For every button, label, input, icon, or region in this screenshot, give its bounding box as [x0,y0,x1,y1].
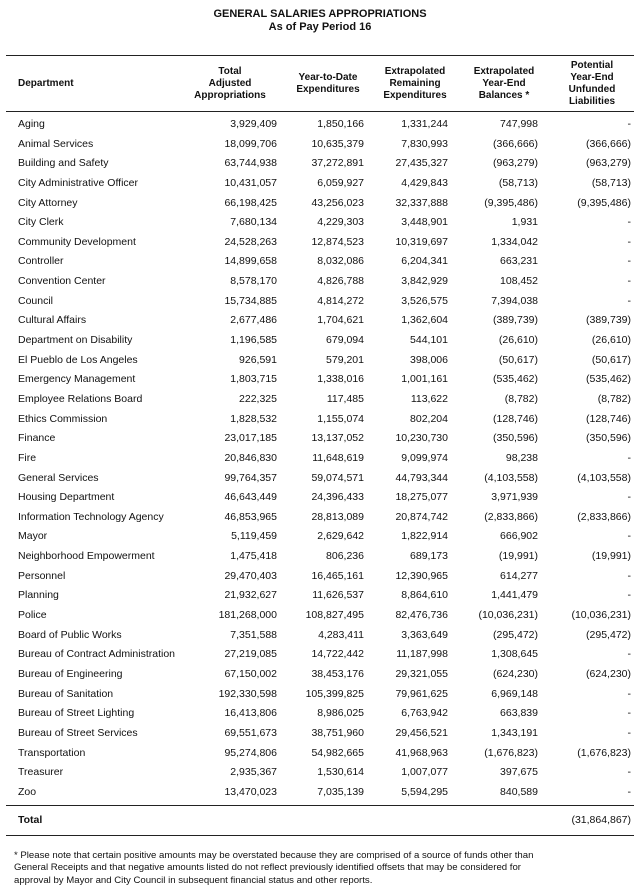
ytd-expenditures-cell: 679,094 [326,334,364,347]
total-adjusted-cell: 926,591 [239,353,277,366]
extrap-remaining-cell: 32,337,888 [395,196,448,209]
department-cell: Mayor [18,530,48,543]
department-cell: Planning [18,589,59,602]
table-row [6,488,634,508]
table-row [6,429,634,449]
department-cell: City Administrative Officer [18,176,139,189]
footnote-line: General Receipts and that negative amounts listed do not reflect previously identified offsets that may be considered for [14,862,521,874]
ytd-expenditures-cell: 13,137,052 [311,432,364,445]
department-cell: Department on Disability [18,334,133,347]
total-adjusted-cell: 18,099,706 [224,137,277,150]
department-cell: Neighborhood Empowerment [18,550,155,563]
department-cell: Zoo [18,785,37,798]
ytd-expenditures-cell: 24,396,433 [311,491,364,504]
ytd-expenditures-cell: 8,986,025 [317,707,364,720]
total-value: (31,864,867) [571,814,631,826]
department-cell: Ethics Commission [18,412,108,425]
department-cell: Police [18,609,47,622]
department-cell: Fire [18,451,37,464]
extrap-remaining-cell: 113,622 [410,392,448,405]
extrap-balance-cell: 747,998 [500,118,538,130]
extrap-balance-cell: (128,746) [493,412,538,425]
total-adjusted-cell: 95,274,806 [224,746,277,759]
extrap-balance-cell: 397,675 [500,766,538,779]
table-row [6,252,634,272]
ytd-expenditures-cell: 4,826,788 [317,275,364,288]
total-adjusted-cell: 8,578,170 [230,275,277,288]
total-adjusted-cell: 1,828,532 [230,412,277,425]
table-row [6,547,634,567]
potential-liability-cell: (366,666) [586,137,631,150]
total-adjusted-cell: 14,899,658 [224,255,277,268]
extrap-remaining-cell: 5,594,295 [401,785,448,798]
extrap-balance-cell: 1,343,191 [491,726,538,739]
footnote-line: approval by Mayor and City Council in subsequent financial status and other reports. [14,874,373,886]
total-adjusted-cell: 5,119,459 [231,530,277,543]
potential-liability-cell: - [627,648,631,661]
potential-liability-cell: (1,676,823) [577,746,631,759]
ytd-expenditures-cell: 59,074,571 [311,471,364,484]
ytd-expenditures-cell: 117,485 [326,392,364,405]
department-cell: Board of Public Works [18,628,122,641]
extrap-balance-cell: 840,589 [500,785,538,798]
table-row [6,115,634,135]
potential-liability-cell: (128,746) [586,412,631,425]
extrap-remaining-cell: 6,763,942 [401,707,448,720]
potential-liability-cell: (4,103,558) [577,471,631,484]
extrap-balance-cell: 663,839 [500,707,538,720]
department-cell: Housing Department [18,491,115,504]
extrap-balance-cell: (4,103,558) [484,471,538,484]
total-adjusted-cell: 99,764,357 [224,471,277,484]
footnote-line: * Please note that certain positive amounts may be overstated because they are comprised of a source of funds other than [14,850,534,861]
potential-liability-cell: - [627,589,631,602]
table-row [6,194,634,214]
col-header-ytd [284,72,372,96]
total-adjusted-cell: 2,677,486 [230,314,277,327]
department-cell: Transportation [18,746,86,759]
ytd-expenditures-cell: 6,059,927 [317,176,364,189]
total-adjusted-cell: 27,219,085 [224,648,277,661]
extrap-remaining-cell: 44,793,344 [395,471,448,484]
department-cell: Emergency Management [18,373,136,386]
total-adjusted-cell: 29,470,403 [224,569,277,582]
table-row [6,449,634,469]
extrap-remaining-cell: 27,435,327 [395,157,448,170]
extrap-remaining-cell: 3,526,575 [401,294,448,307]
table-row [6,645,634,665]
ytd-expenditures-cell: 1,850,166 [317,118,364,130]
potential-liability-cell: - [627,275,631,288]
col-header-line: Total [218,66,242,77]
table-row [6,331,634,351]
potential-liability-cell: - [627,216,631,229]
extrap-remaining-cell: 4,429,843 [401,176,448,189]
department-cell: Council [18,294,54,307]
total-label: Total [18,814,43,826]
table-row [6,567,634,587]
table-row [6,135,634,155]
ytd-expenditures-cell: 12,874,523 [311,235,364,248]
col-header-line: Department [18,78,74,89]
top-rule [6,55,634,56]
col-header-extrap-balances [458,66,550,102]
department-cell: Employee Relations Board [18,392,143,405]
extrap-balance-cell: (9,395,486) [484,196,538,209]
total-adjusted-cell: 192,330,598 [218,687,277,700]
col-header-line: Year-to-Date [298,72,358,83]
total-adjusted-cell: 2,935,367 [230,766,277,779]
potential-liability-cell: - [627,235,631,248]
department-cell: Aging [18,118,45,130]
potential-liability-cell: - [627,569,631,582]
table-row [6,469,634,489]
extrap-remaining-cell: 20,874,742 [395,510,448,523]
extrap-balance-cell: (963,279) [493,157,538,170]
potential-liability-cell: - [627,451,631,464]
table-row [6,685,634,705]
total-adjusted-cell: 23,017,185 [224,432,277,445]
potential-liability-cell: - [627,118,631,130]
total-adjusted-cell: 13,470,023 [224,785,277,798]
table-row [6,410,634,430]
ytd-expenditures-cell: 14,722,442 [311,648,364,661]
ytd-expenditures-cell: 105,399,825 [305,687,364,700]
department-cell: Animal Services [18,137,94,150]
potential-liability-cell: - [627,707,631,720]
extrap-balance-cell: 7,394,038 [491,294,538,307]
department-cell: Bureau of Engineering [18,667,123,680]
total-adjusted-cell: 7,351,588 [230,628,277,641]
extrap-remaining-cell: 3,842,929 [401,275,448,288]
potential-liability-cell: (9,395,486) [577,196,631,209]
ytd-expenditures-cell: 108,827,495 [305,609,364,622]
total-adjusted-cell: 67,150,002 [224,667,277,680]
table-row [6,586,634,606]
extrap-remaining-cell: 1,331,244 [401,118,448,130]
extrap-remaining-cell: 802,204 [410,412,448,425]
extrap-remaining-cell: 3,363,649 [401,628,448,641]
extrap-remaining-cell: 10,319,697 [395,235,448,248]
col-header-department [18,78,138,90]
extrap-balance-cell: (50,617) [498,353,538,366]
footnote [14,850,628,887]
potential-liability-cell: (50,617) [591,353,631,366]
table-header [6,60,634,108]
potential-liability-cell: - [627,726,631,739]
table-row [6,763,634,783]
table-row [6,665,634,685]
extrap-balance-cell: (2,833,866) [484,510,538,523]
ytd-expenditures-cell: 28,813,089 [311,510,364,523]
department-cell: Personnel [18,569,66,582]
extrap-remaining-cell: 1,001,161 [401,373,448,386]
extrap-balance-cell: 1,308,645 [491,648,538,661]
potential-liability-cell: (350,596) [586,432,631,445]
col-header-line: Balances * [478,90,530,101]
ytd-expenditures-cell: 1,338,016 [317,373,364,386]
extrap-balance-cell: (535,462) [493,373,538,386]
total-adjusted-cell: 10,431,057 [224,176,277,189]
ytd-expenditures-cell: 8,032,086 [317,255,364,268]
table-row [6,174,634,194]
extrap-balance-cell: 663,231 [500,255,538,268]
department-cell: General Services [18,471,99,484]
extrap-balance-cell: (1,676,823) [484,746,538,759]
col-header-line: Unfunded [568,84,616,95]
extrap-remaining-cell: 689,173 [410,550,448,563]
col-header-line: Year-End [570,72,614,83]
extrap-balance-cell: (624,230) [493,667,538,680]
total-adjusted-cell: 66,198,425 [224,196,277,209]
total-adjusted-cell: 46,643,449 [224,491,277,504]
department-cell: Cultural Affairs [18,314,87,327]
potential-liability-cell: - [627,530,631,543]
ytd-expenditures-cell: 10,635,379 [311,137,364,150]
department-cell: Bureau of Street Lighting [18,707,135,720]
ytd-expenditures-cell: 54,982,665 [311,746,364,759]
ytd-expenditures-cell: 806,236 [326,550,364,563]
ytd-expenditures-cell: 38,751,960 [311,726,364,739]
potential-liability-cell: - [627,491,631,504]
col-header-line: Appropriations [194,90,266,101]
potential-liability-cell: (624,230) [586,667,631,680]
potential-liability-cell: - [627,687,631,700]
extrap-balance-cell: (8,782) [504,392,538,405]
extrap-balance-cell: (58,713) [498,176,538,189]
extrap-balance-cell: 1,931 [511,216,538,229]
total-adjusted-cell: 1,196,585 [230,334,277,347]
table-row [6,783,634,803]
table-row [6,213,634,233]
extrap-balance-cell: 1,334,042 [491,235,538,248]
ytd-expenditures-cell: 37,272,891 [311,157,364,170]
col-header-extrap-remaining [372,66,458,102]
potential-liability-cell: (8,782) [597,392,631,405]
table-row [6,704,634,724]
department-cell: Bureau of Contract Administration [18,648,175,661]
department-cell: Information Technology Agency [18,510,164,523]
extrap-remaining-cell: 1,362,604 [401,314,448,327]
extrap-remaining-cell: 29,321,055 [395,667,448,680]
report-subtitle: As of Pay Period 16 [268,21,372,33]
department-cell: Bureau of Sanitation [18,687,114,700]
extrap-remaining-cell: 1,007,077 [401,766,448,779]
bottom-rule [6,835,634,836]
extrap-balance-cell: (10,036,231) [478,609,538,622]
department-cell: El Pueblo de Los Angeles [18,353,138,366]
potential-liability-cell: - [627,766,631,779]
potential-liability-cell: (19,991) [591,550,631,563]
extrap-remaining-cell: 41,968,963 [395,746,448,759]
potential-liability-cell: (295,472) [586,628,631,641]
report-title: GENERAL SALARIES APPROPRIATIONS [213,8,427,20]
department-cell: Building and Safety [18,157,109,170]
col-header-line: Remaining [389,78,441,89]
table-row [6,233,634,253]
potential-liability-cell: (58,713) [591,176,631,189]
extrap-balance-cell: 614,277 [500,569,538,582]
extrap-balance-cell: 108,452 [500,275,538,288]
ytd-expenditures-cell: 4,814,272 [317,294,364,307]
potential-liability-cell: (535,462) [586,373,631,386]
col-header-line: Liabilities [568,96,616,107]
table-row [6,292,634,312]
extrap-remaining-cell: 10,230,730 [395,432,448,445]
ytd-expenditures-cell: 2,629,642 [317,530,364,543]
extrap-remaining-cell: 6,204,341 [401,255,448,268]
table-row [6,272,634,292]
extrap-remaining-cell: 1,822,914 [401,530,448,543]
ytd-expenditures-cell: 11,626,537 [312,589,364,602]
ytd-expenditures-cell: 7,035,139 [317,785,364,798]
extrap-remaining-cell: 82,476,736 [395,609,448,622]
department-cell: City Attorney [18,196,78,209]
header-rule [6,111,634,112]
total-adjusted-cell: 16,413,806 [224,707,277,720]
total-adjusted-cell: 24,528,263 [224,235,277,248]
total-adjusted-cell: 1,803,715 [230,373,277,386]
table-row [6,744,634,764]
potential-liability-cell: (963,279) [586,157,631,170]
col-header-line: Extrapolated [384,66,446,77]
total-adjusted-cell: 21,932,627 [224,589,277,602]
table-row [6,626,634,646]
col-header-total-adjusted [178,66,282,102]
ytd-expenditures-cell: 43,256,023 [311,196,364,209]
ytd-expenditures-cell: 4,229,303 [317,216,364,229]
potential-liability-cell: - [627,255,631,268]
extrap-remaining-cell: 3,448,901 [401,216,448,229]
table-row [6,370,634,390]
department-cell: Bureau of Street Services [18,726,138,739]
total-adjusted-cell: 181,268,000 [218,609,277,622]
extrap-balance-cell: 6,969,148 [491,687,538,700]
table-body [6,115,634,802]
total-adjusted-cell: 1,475,418 [230,550,277,563]
extrap-remaining-cell: 7,830,993 [401,137,448,150]
total-adjusted-cell: 69,551,673 [224,726,277,739]
potential-liability-cell: - [627,294,631,307]
department-cell: Convention Center [18,275,106,288]
ytd-expenditures-cell: 38,453,176 [311,667,364,680]
col-header-line: Adjusted [208,78,252,89]
total-adjusted-cell: 7,680,134 [230,216,277,229]
extrap-balance-cell: 1,441,479 [491,589,538,602]
extrap-remaining-cell: 9,099,974 [401,451,448,464]
table-row [6,311,634,331]
extrap-remaining-cell: 29,456,521 [395,726,448,739]
total-adjusted-cell: 46,853,965 [224,510,277,523]
extrap-remaining-cell: 18,275,077 [395,491,448,504]
extrap-remaining-cell: 11,187,998 [396,648,448,661]
extrap-balance-cell: (19,991) [498,550,538,563]
extrap-balance-cell: (295,472) [493,628,538,641]
total-adjusted-cell: 20,846,830 [224,451,277,464]
extrap-remaining-cell: 8,864,610 [401,589,448,602]
ytd-expenditures-cell: 579,201 [326,353,364,366]
potential-liability-cell: (26,610) [591,334,631,347]
potential-liability-cell: (10,036,231) [571,609,631,622]
potential-liability-cell: (389,739) [586,314,631,327]
ytd-expenditures-cell: 4,283,411 [318,628,364,641]
col-header-line: Year-End [482,78,526,89]
col-header-potential-liabilities [550,60,634,108]
department-cell: City Clerk [18,216,64,229]
total-rule [6,805,634,806]
extrap-balance-cell: 98,238 [505,451,538,464]
extrap-remaining-cell: 398,006 [410,353,448,366]
table-row [6,390,634,410]
potential-liability-cell: (2,833,866) [577,510,631,523]
extrap-balance-cell: 3,971,939 [491,491,538,504]
ytd-expenditures-cell: 1,704,621 [317,314,364,327]
col-header-line: Expenditures [383,90,447,101]
ytd-expenditures-cell: 16,465,161 [311,569,364,582]
department-cell: Controller [18,255,64,268]
extrap-balance-cell: (366,666) [493,137,538,150]
total-row [6,812,634,828]
department-cell: Finance [18,432,56,445]
extrap-remaining-cell: 544,101 [410,334,448,347]
department-cell: Treasurer [18,766,64,779]
ytd-expenditures-cell: 1,155,074 [317,412,364,425]
ytd-expenditures-cell: 1,530,614 [317,766,364,779]
col-header-line: Expenditures [296,84,360,95]
extrap-balance-cell: (389,739) [493,314,538,327]
extrap-balance-cell: 666,902 [500,530,538,543]
table-row [6,724,634,744]
total-adjusted-cell: 3,929,409 [230,118,277,130]
table-row [6,606,634,626]
total-adjusted-cell: 222,325 [239,392,277,405]
extrap-balance-cell: (26,610) [498,334,538,347]
total-adjusted-cell: 63,744,938 [224,157,277,170]
ytd-expenditures-cell: 11,648,619 [312,451,364,464]
table-row [6,527,634,547]
extrap-balance-cell: (350,596) [493,432,538,445]
extrap-remaining-cell: 12,390,965 [395,569,448,582]
table-row [6,508,634,528]
col-header-line: Potential [570,60,614,71]
table-row [6,351,634,371]
potential-liability-cell: - [627,785,631,798]
extrap-remaining-cell: 79,961,625 [395,687,448,700]
table-row [6,154,634,174]
total-adjusted-cell: 15,734,885 [224,294,277,307]
col-header-line: Extrapolated [473,66,535,77]
department-cell: Community Development [18,235,136,248]
